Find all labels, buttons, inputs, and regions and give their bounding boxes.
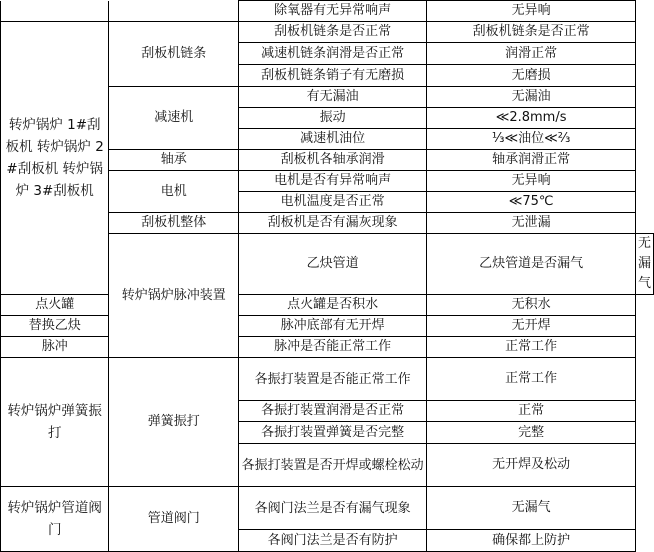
standard-cell: 完整 [427,422,636,444]
part-cell-continued [109,1,239,22]
standard-cell: 润滑正常 [427,43,636,65]
standard-cell: 无开焊 [427,316,636,337]
table-row [1,337,654,358]
check-item-cell: 刮板机链条是否正常 [239,22,427,43]
table-row [1,316,654,337]
standard-cell: 无漏气 [635,234,653,295]
standard-cell: 无积水 [427,295,636,316]
check-item-cell: 乙炔管道是否漏气 [427,234,636,295]
standard-cell: 刮板机链条是否正常 [427,22,636,43]
equipment-cell-pipe: 转炉锅炉管道阀门 [1,487,109,552]
table-row [1,22,654,43]
table-row [1,1,654,22]
check-item-cell: 减速机链条润滑是否正常 [239,43,427,65]
check-item-cell: 各振打装置润滑是否正常 [239,401,427,422]
part-cell-pipe-valve: 管道阀门 [109,487,239,552]
part-cell-ignition-tank: 点火罐 [1,295,109,316]
part-cell-replace-acetylene: 替换乙炔 [1,316,109,337]
part-cell-chain: 刮板机链条 [109,22,239,87]
check-item-cell: 刮板机是否有漏灰现象 [239,213,427,234]
part-cell-whole: 刮板机整体 [109,213,239,234]
part-cell-spring-rapping: 弹簧振打 [109,358,239,487]
check-item-cell: 各振打装置是否能正常工作 [239,358,427,401]
part-cell-acetylene-pipe: 乙炔管道 [239,234,427,295]
standard-cell: 无漏油 [427,87,636,108]
standard-cell: 无异响 [427,1,636,22]
check-item-cell: 脉冲是否能正常工作 [239,337,427,358]
check-item-cell: 各阀门法兰是否有漏气现象 [239,487,427,530]
check-item-cell: 各振打装置弹簧是否完整 [239,422,427,444]
check-item-cell: 各振打装置是否开焊或螺栓松动 [239,444,427,487]
check-item-cell: 除氧器有无异常响声 [239,1,427,22]
standard-cell: ⅓≪油位≪⅔ [427,129,636,150]
check-item-cell: 电机温度是否正常 [239,192,427,213]
check-item-cell: 点火罐是否积水 [239,295,427,316]
check-item-cell: 减速机油位 [239,129,427,150]
table-row [1,358,654,401]
standard-cell: 无异响 [427,171,636,192]
equipment-cell-scraper: 转炉锅炉 1#刮板机 转炉锅炉 2#刮板机 转炉锅炉 3#刮板机 [1,22,109,295]
part-cell-bearing: 轴承 [109,150,239,171]
part-cell-pulse: 脉冲 [1,337,109,358]
standard-cell: 正常工作 [427,358,636,401]
standard-cell: 无磨损 [427,65,636,87]
table-row [1,295,654,316]
check-item-cell: 脉冲底部有无开焊 [239,316,427,337]
standard-cell: 轴承润滑正常 [427,150,636,171]
table-row [1,487,654,530]
part-cell-motor: 电机 [109,171,239,213]
part-cell-reducer: 减速机 [109,87,239,150]
standard-cell: 确保都上防护 [427,530,636,552]
check-item-cell: 有无漏油 [239,87,427,108]
check-item-cell: 振动 [239,108,427,129]
standard-cell: 正常 [427,401,636,422]
equipment-cell-spring: 转炉锅炉弹簧振打 [1,358,109,487]
equipment-cell-pulse: 转炉锅炉脉冲装置 [109,234,239,358]
standard-cell: 无泄漏 [427,213,636,234]
check-item-cell: 电机是否有异常响声 [239,171,427,192]
equipment-cell-continued [1,1,109,22]
standard-cell: 正常工作 [427,337,636,358]
check-item-cell: 刮板机各轴承润滑 [239,150,427,171]
standard-cell: 无开焊及松动 [427,444,636,487]
standard-cell: 无漏气 [427,487,636,530]
check-item-cell: 各阀门法兰是否有防护 [239,530,427,552]
standard-cell: ≪75℃ [427,192,636,213]
check-item-cell: 刮板机链条销子有无磨损 [239,65,427,87]
standard-cell: ≪2.8mm/s [427,108,636,129]
